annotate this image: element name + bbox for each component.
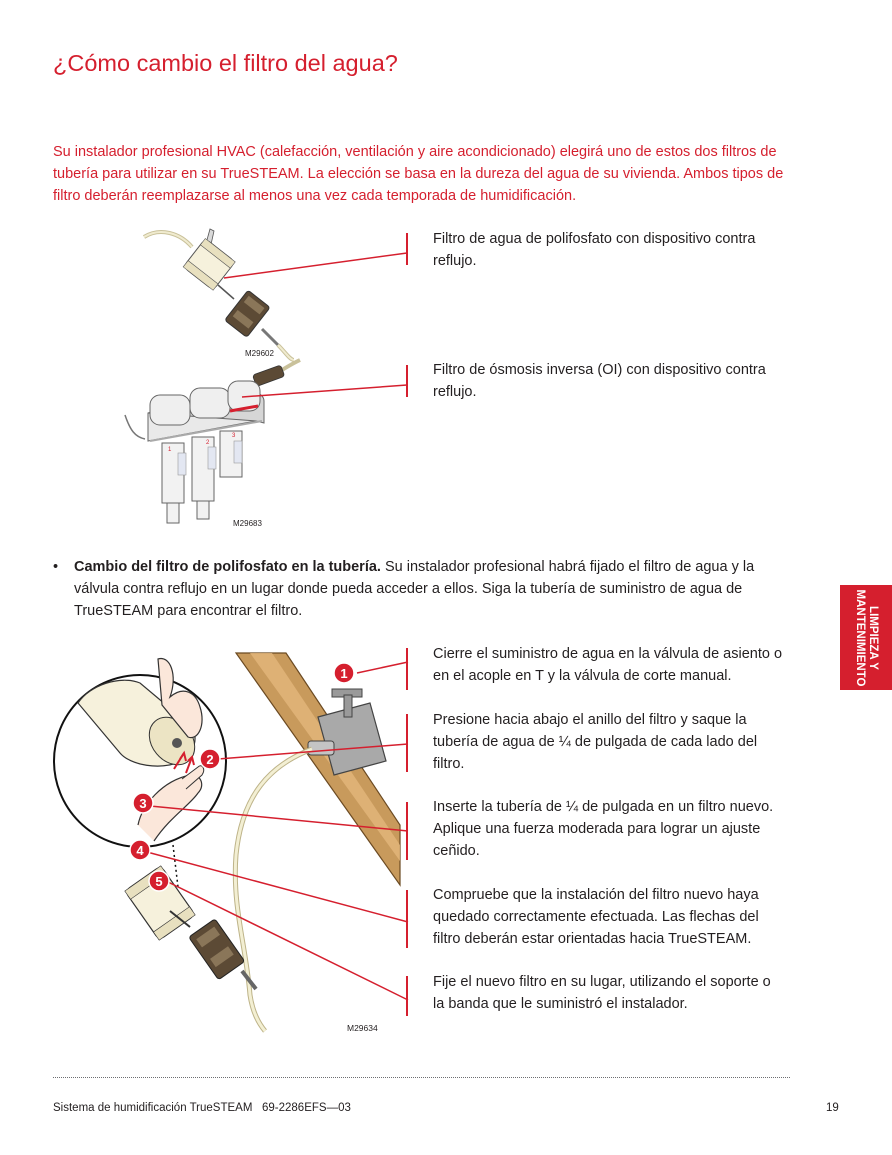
callout-ro-filter: Filtro de ósmosis inversa (OI) con dispositivo contra reflujo. xyxy=(433,362,766,400)
bullet-heading: Cambio del filtro de polifosfato en la tubería. xyxy=(74,559,381,575)
step-badge-number-4: 4 xyxy=(136,843,144,858)
filter-types-illustration xyxy=(110,225,430,535)
intro-paragraph: Su instalador profesional HVAC (calefacción, ventilación y aire acondicionado) elegirá uno de estos dos filtros de tubería para utilizar en su TrueSTEAM. La elección se basa en la dureza del agua de su vivienda. Ambos tipos de filtro deberán reemplazarse al menos una vez cada temporada de humidificación. xyxy=(53,144,784,204)
callout-tick xyxy=(406,890,408,948)
callout-tick xyxy=(406,648,408,690)
step-text-5: Fije el nuevo filtro en su lugar, utilizando el soporte o la banda que le suministró el instalador. xyxy=(433,974,771,1012)
footer-divider xyxy=(53,1077,790,1078)
ro-filter-illustration xyxy=(125,360,300,528)
figure-id-ro: M29683 xyxy=(233,519,262,528)
ro-stage-number-2: 2 xyxy=(206,440,210,446)
leader-line-polyphosphate xyxy=(224,253,407,278)
page-title: ¿Cómo cambio el filtro del agua? xyxy=(53,50,398,76)
step-badge-number-3: 3 xyxy=(139,796,147,811)
side-tab-label: LIMPIEZA Y MANTENIMIENTO xyxy=(854,589,879,686)
filter-replacement-illustration xyxy=(50,645,410,1035)
leader-line-ro xyxy=(242,385,407,397)
ro-stage-number-3: 3 xyxy=(232,433,236,439)
figure-id-steps: M29634 xyxy=(347,1023,378,1033)
step-badge-number-2: 2 xyxy=(206,752,214,767)
polyphosphate-filter-illustration xyxy=(144,229,294,360)
page-number: 19 xyxy=(826,1102,839,1114)
step-text-2: Presione hacia abajo el anillo del filtro y saque la tubería de agua de ¼ de pulgada de cada lado del filtro. xyxy=(433,712,758,772)
section-side-tab xyxy=(840,585,892,690)
bullet-text xyxy=(74,556,789,622)
bullet-dot: • xyxy=(53,559,59,575)
footer-text: Sistema de humidificación TrueSTEAM 69-2286EFS—03 xyxy=(53,1102,351,1114)
leader-line-step-1 xyxy=(357,662,408,673)
step-badge-number-1: 1 xyxy=(340,666,348,681)
callout-tick xyxy=(406,233,408,265)
figure-id-polyphosphate: M29602 xyxy=(245,349,274,358)
callout-tick xyxy=(406,976,408,1016)
step-text-3: Inserte la tubería de ¼ de pulgada en un filtro nuevo. Aplique una fuerza moderada para lograr un ajuste ceñido. xyxy=(433,799,774,859)
step-text-1: Cierre el suministro de agua en la válvula de asiento o en el acople en T y la válvula de corte manual. xyxy=(433,646,783,684)
ro-stage-number-1: 1 xyxy=(168,447,172,453)
step-text-4: Compruebe que la instalación del filtro nuevo haya quedado correctamente efectuada. Las flechas del filtro deberán estar orientadas hacia TrueSTEAM. xyxy=(433,887,759,947)
callout-polyphosphate-filter: Filtro de agua de polifosfato con dispositivo contra reflujo. xyxy=(433,231,756,269)
callout-tick xyxy=(406,714,408,772)
step-badge-number-5: 5 xyxy=(155,874,163,889)
bullet-body: Su instalador profesional habrá fijado el filtro de agua y la válvula contra reflujo en un lugar donde pueda acceder a ellos. Siga la tubería de suministro de agua de TrueSTEAM para encontrar el filtro. xyxy=(74,559,755,619)
callout-tick xyxy=(406,802,408,860)
callout-tick xyxy=(406,365,408,397)
